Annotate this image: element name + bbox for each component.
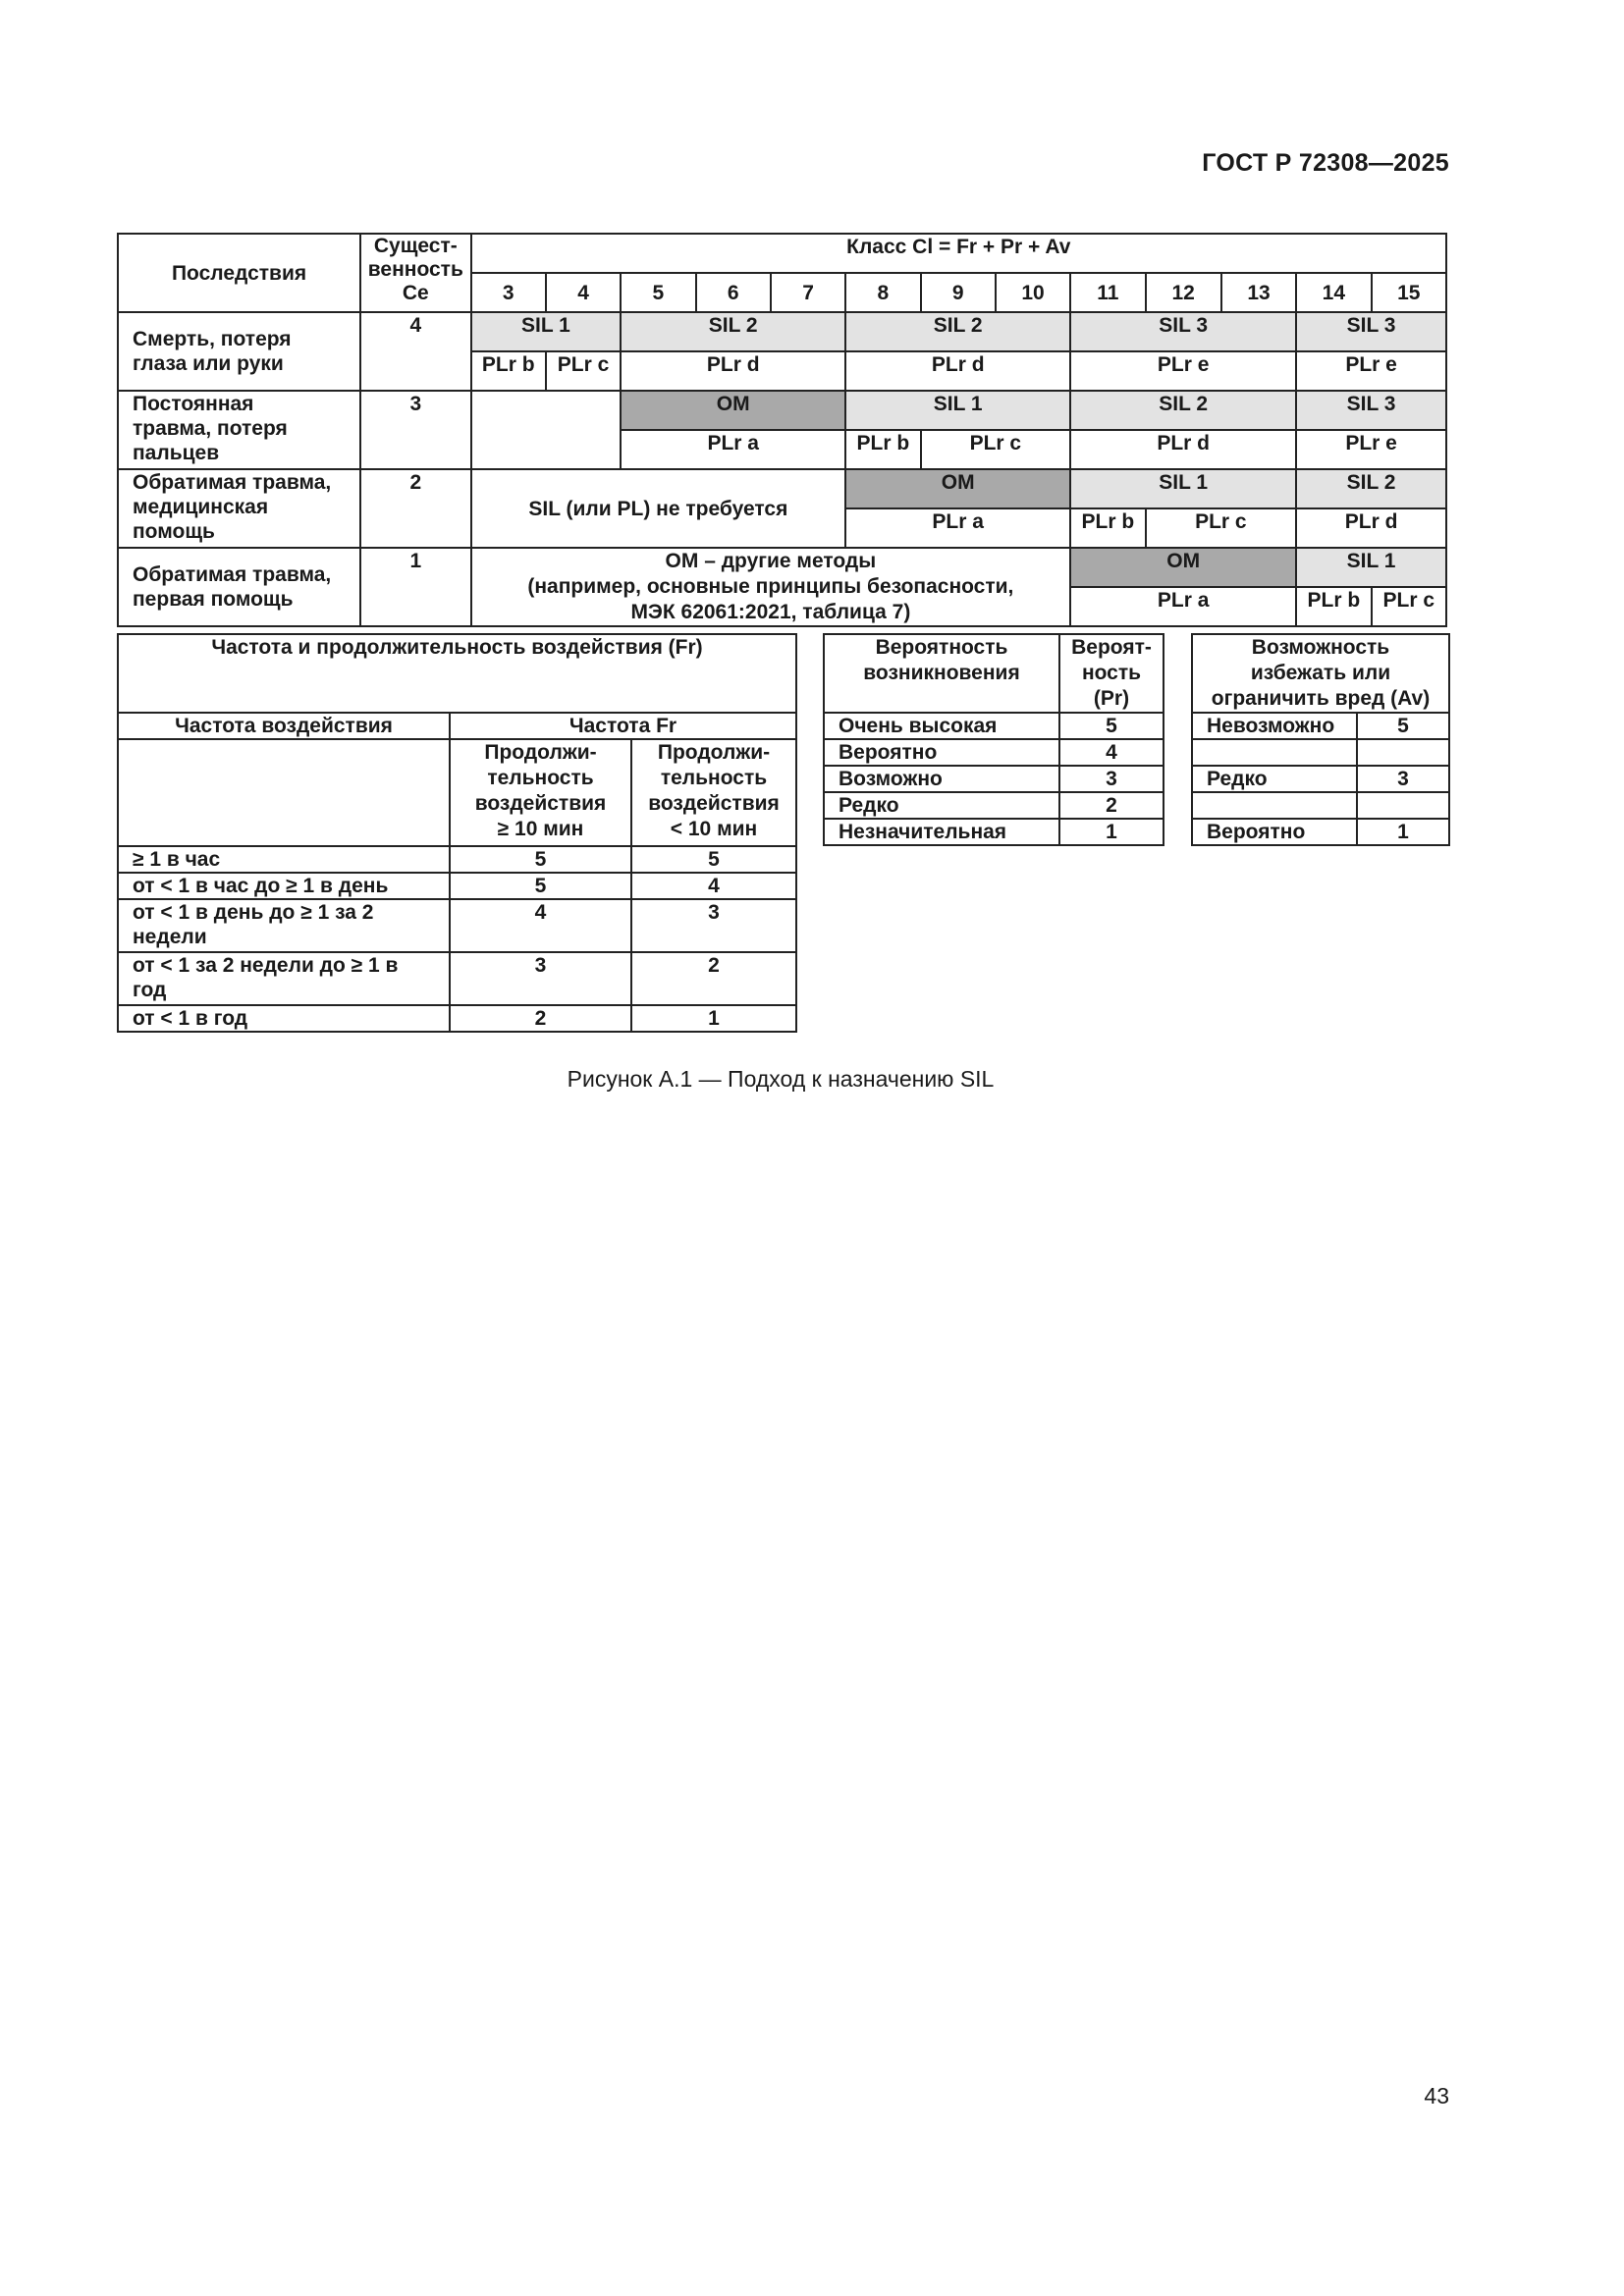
sil-cell: SIL 2 [621, 312, 845, 351]
header-severity: Сущест- венность Се [360, 234, 470, 312]
not-required-cell: SIL (или PL) не требуется [471, 469, 846, 548]
document-id: ГОСТ Р 72308—2025 [1202, 149, 1449, 177]
pl-cell: PLr d [1070, 430, 1296, 469]
freq-row-label: ≥ 1 в час [118, 846, 450, 873]
freq-col-frequency: Частота воздействия [118, 713, 450, 739]
sil-assignment-table [117, 233, 1447, 627]
class-number: 14 [1296, 273, 1371, 312]
freq-row-short: 3 [631, 899, 796, 952]
freq-row-label: от < 1 за 2 недели до ≥ 1 в год [118, 952, 450, 1005]
pl-cell: PLr b [471, 351, 546, 391]
avoid-row-label [1192, 739, 1357, 766]
class-number: 10 [996, 273, 1070, 312]
prob-row-label: Редко [824, 792, 1059, 819]
figure-caption: Рисунок А.1 — Подход к назначению SIL [567, 1066, 995, 1092]
header-consequences: Последствия [118, 234, 360, 312]
sil-cell: SIL 1 [1296, 548, 1446, 587]
freq-col-long: Продолжи- тельность воздействия ≥ 10 мин [450, 739, 631, 846]
avoid-row-label [1192, 792, 1357, 819]
severity-value: 2 [360, 469, 470, 548]
consequence-label: Смерть, потеря глаза или руки [118, 312, 360, 391]
freq-row-label: от < 1 в день до ≥ 1 за 2 недели [118, 899, 450, 952]
freq-row-label: от < 1 в час до ≥ 1 в день [118, 873, 450, 899]
pl-cell: PLr c [1372, 587, 1447, 626]
freq-row-long: 5 [450, 873, 631, 899]
pl-cell: PLr a [845, 508, 1070, 548]
class-number: 7 [771, 273, 845, 312]
class-number: 4 [546, 273, 621, 312]
pl-cell: PLr c [921, 430, 1071, 469]
prob-row-value: 5 [1059, 713, 1164, 739]
avoid-row-label: Вероятно [1192, 819, 1357, 845]
freq-title: Частота и продолжительность воздействия (Fr) [118, 634, 796, 713]
freq-row-short: 1 [631, 1005, 796, 1032]
sil-cell: SIL 1 [1070, 469, 1296, 508]
freq-col-fr: Частота Fr [450, 713, 796, 739]
pl-cell: PLr b [1070, 508, 1145, 548]
freq-row-label: от < 1 в год [118, 1005, 450, 1032]
prob-col-label: Вероятность возникновения [824, 634, 1059, 713]
prob-row-value: 1 [1059, 819, 1164, 845]
class-number: 8 [845, 273, 920, 312]
sil-cell: SIL 1 [471, 312, 622, 351]
avoid-row-value [1357, 739, 1449, 766]
avoid-row-value [1357, 792, 1449, 819]
freq-row-short: 2 [631, 952, 796, 1005]
empty-cell [118, 739, 450, 846]
class-number: 6 [696, 273, 771, 312]
freq-row-long: 5 [450, 846, 631, 873]
om-cell: OM [1070, 548, 1296, 587]
prob-row-value: 3 [1059, 766, 1164, 792]
sil-cell: SIL 3 [1296, 312, 1446, 351]
pl-cell: PLr d [1296, 508, 1446, 548]
probability-table [823, 633, 1164, 846]
other-methods-cell: OM – другие методы (например, основные принципы безопасности, МЭК 62061:2021, таблица 7) [471, 548, 1071, 626]
avoid-title: Возможность избежать или ограничить вред (Av) [1192, 634, 1449, 713]
pl-cell: PLr b [1296, 587, 1371, 626]
sil-cell: SIL 2 [845, 312, 1070, 351]
class-number: 13 [1221, 273, 1296, 312]
avoid-row-value: 3 [1357, 766, 1449, 792]
pl-cell: PLr c [546, 351, 621, 391]
pl-cell: PLr c [1146, 508, 1297, 548]
prob-row-value: 2 [1059, 792, 1164, 819]
class-number: 5 [621, 273, 695, 312]
frequency-table [117, 633, 797, 1033]
sil-cell: SIL 2 [1070, 391, 1296, 430]
avoid-row-value: 1 [1357, 819, 1449, 845]
sil-cell: SIL 3 [1296, 391, 1446, 430]
page-number: 43 [1424, 2083, 1449, 2109]
freq-row-long: 3 [450, 952, 631, 1005]
freq-row-short: 4 [631, 873, 796, 899]
pl-cell: PLr a [1070, 587, 1296, 626]
consequence-label: Обратимая травма, первая помощь [118, 548, 360, 626]
empty-cell [471, 391, 622, 469]
severity-value: 4 [360, 312, 470, 391]
om-cell: OM [621, 391, 845, 430]
pl-cell: PLr a [621, 430, 845, 469]
prob-row-value: 4 [1059, 739, 1164, 766]
class-number: 12 [1146, 273, 1221, 312]
avoidance-table [1191, 633, 1450, 846]
severity-value: 1 [360, 548, 470, 626]
freq-row-long: 4 [450, 899, 631, 952]
freq-col-short: Продолжи- тельность воздействия < 10 мин [631, 739, 796, 846]
class-number: 11 [1070, 273, 1145, 312]
freq-row-short: 5 [631, 846, 796, 873]
class-number: 9 [921, 273, 996, 312]
pl-cell: PLr b [845, 430, 920, 469]
pl-cell: PLr e [1296, 351, 1446, 391]
prob-col-value: Вероят- ность (Pr) [1059, 634, 1164, 713]
pl-cell: PLr e [1070, 351, 1296, 391]
prob-row-label: Возможно [824, 766, 1059, 792]
pl-cell: PLr d [845, 351, 1070, 391]
severity-value: 3 [360, 391, 470, 469]
avoid-row-label: Невозможно [1192, 713, 1357, 739]
prob-row-label: Вероятно [824, 739, 1059, 766]
sil-cell: SIL 2 [1296, 469, 1446, 508]
consequence-label: Постоянная травма, потеря пальцев [118, 391, 360, 469]
om-cell: OM [845, 469, 1070, 508]
freq-row-long: 2 [450, 1005, 631, 1032]
sil-cell: SIL 3 [1070, 312, 1296, 351]
pl-cell: PLr d [621, 351, 845, 391]
class-number: 3 [471, 273, 546, 312]
header-class: Класс Cl = Fr + Pr + Av [471, 234, 1446, 273]
pl-cell: PLr e [1296, 430, 1446, 469]
sil-cell: SIL 1 [845, 391, 1070, 430]
class-number: 15 [1372, 273, 1447, 312]
avoid-row-value: 5 [1357, 713, 1449, 739]
consequence-label: Обратимая травма, медицинская помощь [118, 469, 360, 548]
prob-row-label: Очень высокая [824, 713, 1059, 739]
prob-row-label: Незначительная [824, 819, 1059, 845]
avoid-row-label: Редко [1192, 766, 1357, 792]
